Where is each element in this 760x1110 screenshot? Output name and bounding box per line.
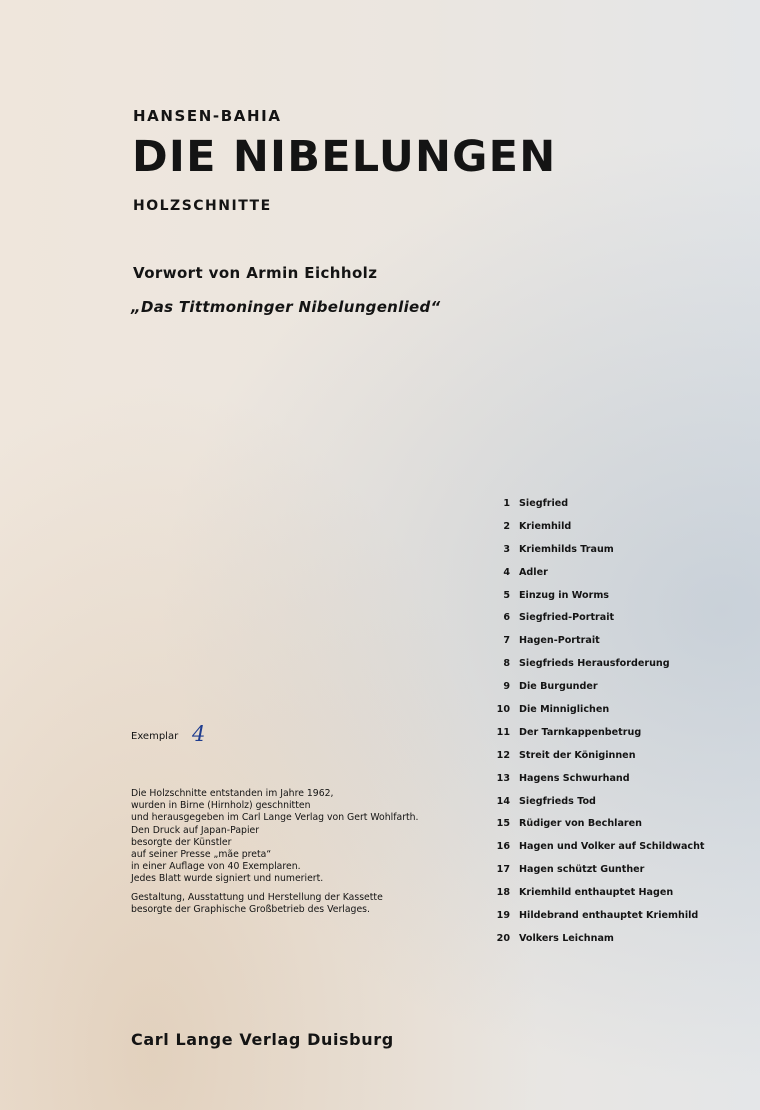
book-subtitle: HOLZSCHNITTE xyxy=(133,198,272,214)
essay-title: „Das Tittmoninger Nibelungenlied“ xyxy=(131,298,441,316)
plate-name: Kriemhilds Traum xyxy=(519,543,614,555)
plate-name: Siegfrieds Herausforderung xyxy=(519,658,670,670)
plate-name: Kriemhild enthauptet Hagen xyxy=(519,887,674,899)
plate-item xyxy=(488,561,753,584)
plate-number: 5 xyxy=(503,589,510,601)
colophon-line: Den Druck auf Japan-Papier xyxy=(131,824,260,836)
plate-item xyxy=(488,629,753,652)
exemplar-label: Exemplar xyxy=(131,731,179,742)
plate-name: Der Tarnkappenbetrug xyxy=(519,726,642,738)
colophon-line: in einer Auflage von 40 Exemplaren. xyxy=(131,861,301,873)
plate-number: 14 xyxy=(496,795,510,807)
plate-number: 12 xyxy=(496,749,510,761)
plate-item xyxy=(488,515,753,538)
plate-item xyxy=(488,744,753,767)
plate-name: Adler xyxy=(519,566,548,578)
plate-item xyxy=(488,812,753,835)
plate-number: 16 xyxy=(496,841,510,853)
author-name: HANSEN-BAHIA xyxy=(133,107,282,125)
colophon-line: und herausgegeben im Carl Lange Verlag von Gert Wohlfarth. xyxy=(131,812,419,824)
plate-item xyxy=(488,858,753,881)
plate-name: Siegfried xyxy=(519,497,569,509)
plate-number: 19 xyxy=(496,909,510,921)
plate-item xyxy=(488,835,753,858)
colophon-line: Jedes Blatt wurde signiert und numeriert. xyxy=(131,873,324,885)
plate-number: 13 xyxy=(496,772,510,784)
plate-number: 18 xyxy=(496,887,510,899)
plate-item xyxy=(488,652,753,675)
plate-number: 7 xyxy=(503,635,510,647)
plate-item xyxy=(488,904,753,927)
plate-item xyxy=(488,584,753,607)
plate-number: 1 xyxy=(503,497,510,509)
plate-number: 3 xyxy=(503,543,510,555)
book-title: DIE NIBELUNGEN xyxy=(132,132,557,182)
plate-name: Einzug in Worms xyxy=(519,589,610,601)
plate-name: Die Burgunder xyxy=(519,681,598,693)
plate-name: Siegfrieds Tod xyxy=(519,795,596,807)
plate-name: Hagen und Volker auf Schildwacht xyxy=(519,841,705,853)
colophon-line: auf seiner Presse „mãe preta“ xyxy=(131,849,272,861)
plate-number: 15 xyxy=(496,818,510,830)
plate-item xyxy=(488,492,753,515)
plate-number: 11 xyxy=(496,726,510,738)
plate-name: Volkers Leichnam xyxy=(519,932,614,944)
plate-item xyxy=(488,538,753,561)
plate-name: Die Minniglichen xyxy=(519,703,610,715)
plate-name: Rüdiger von Bechlaren xyxy=(519,818,642,830)
plate-item xyxy=(488,675,753,698)
exemplar-number-handwritten: 4 xyxy=(192,722,206,746)
plate-name: Kriemhild xyxy=(519,520,572,532)
plate-name: Streit der Königinnen xyxy=(519,749,636,761)
plate-number: 6 xyxy=(503,612,510,624)
plate-item xyxy=(488,790,753,813)
plate-number: 9 xyxy=(503,681,510,693)
plate-number: 4 xyxy=(503,566,510,578)
plate-list xyxy=(488,492,753,950)
plate-name: Hagen-Portrait xyxy=(519,635,600,647)
colophon-line: besorgte der Künstler xyxy=(131,836,232,848)
plate-name: Hagens Schwurhand xyxy=(519,772,630,784)
plate-number: 10 xyxy=(496,703,510,715)
plate-name: Hagen schützt Gunther xyxy=(519,864,645,876)
plate-item xyxy=(488,767,753,790)
plate-item xyxy=(488,721,753,744)
foreword-credit: Vorwort von Armin Eichholz xyxy=(133,264,378,282)
colophon-line: Die Holzschnitte entstanden im Jahre 1962, xyxy=(131,788,334,799)
plate-item xyxy=(488,927,753,950)
plate-number: 20 xyxy=(496,932,510,944)
plate-name: Siegfried-Portrait xyxy=(519,612,615,624)
plate-item xyxy=(488,881,753,904)
colophon-line: Gestaltung, Ausstattung und Herstellung der Kassette xyxy=(131,891,383,903)
plate-number: 17 xyxy=(496,864,510,876)
colophon-line: besorgte der Graphische Großbetrieb des Verlages. xyxy=(131,903,370,915)
plate-item xyxy=(488,606,753,629)
plate-number: 8 xyxy=(503,658,510,670)
plate-item xyxy=(488,698,753,721)
plate-name: Hildebrand enthauptet Kriemhild xyxy=(519,909,699,921)
colophon xyxy=(131,788,419,916)
colophon-line: wurden in Birne (Hirnholz) geschnitten xyxy=(131,800,311,812)
publisher-name: Carl Lange Verlag Duisburg xyxy=(131,1030,394,1049)
plate-number: 2 xyxy=(503,520,510,532)
